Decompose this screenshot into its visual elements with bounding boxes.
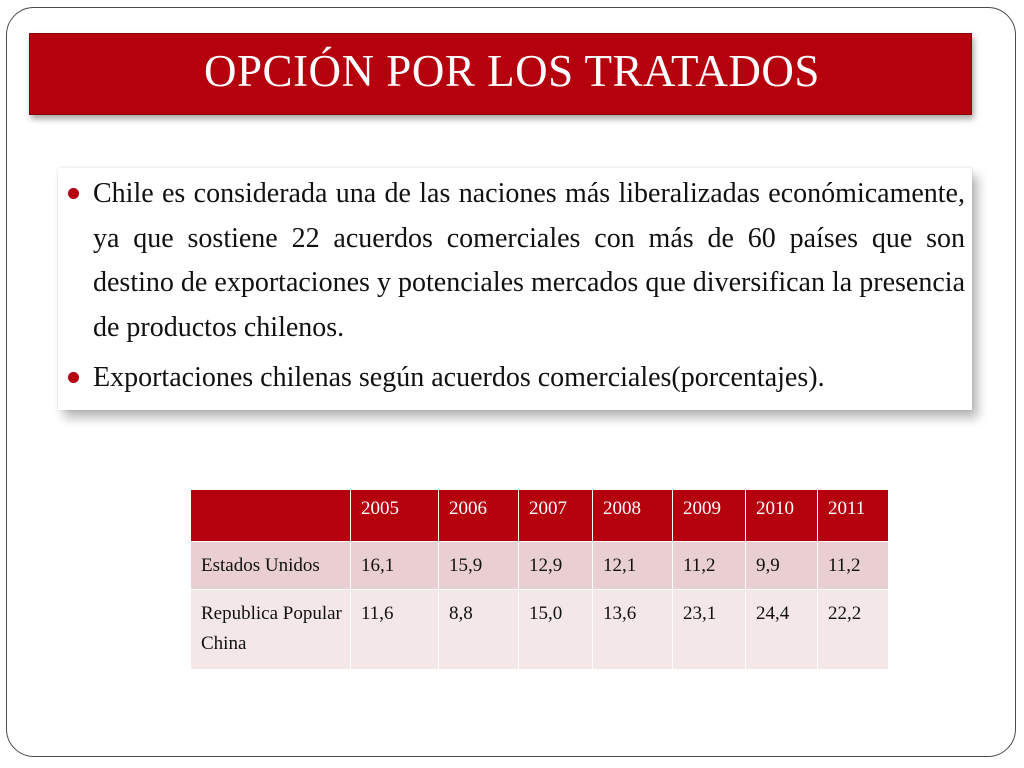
- table-row: [191, 590, 889, 670]
- table-cell: 22,2: [818, 590, 889, 670]
- table-cell: 11,2: [673, 542, 746, 590]
- table-cell: 12,9: [519, 542, 593, 590]
- table-cell: 15,0: [519, 590, 593, 670]
- bullet-list: [62, 172, 965, 401]
- table-header-row: [191, 490, 889, 542]
- table-row-label: Estados Unidos: [191, 542, 351, 590]
- table-cell: 23,1: [673, 590, 746, 670]
- table-row-label: Republica Popular China: [191, 590, 351, 670]
- bullet-dot-icon: [68, 188, 79, 199]
- table-cell: 12,1: [593, 542, 673, 590]
- table-cell: 13,6: [593, 590, 673, 670]
- slide-title: OPCIÓN POR LOS TRATADOS: [204, 46, 820, 96]
- table-cell: 11,2: [818, 542, 889, 590]
- table-header-cell: 2010: [746, 490, 818, 542]
- table-header-cell: 2005: [351, 490, 439, 542]
- table-cell: 15,9: [439, 542, 519, 590]
- bullet-dot-icon: [68, 372, 79, 383]
- table-header-cell: 2008: [593, 490, 673, 542]
- bullet-item: [62, 356, 965, 401]
- bullet-item: [62, 172, 965, 350]
- table-cell: 11,6: [351, 590, 439, 670]
- table-cell: 8,8: [439, 590, 519, 670]
- table-header-cell: 2006: [439, 490, 519, 542]
- table-header-cell: 2011: [818, 490, 889, 542]
- table-cell: 24,4: [746, 590, 818, 670]
- table-row: [191, 542, 889, 590]
- table-cell: 9,9: [746, 542, 818, 590]
- bullet-text: Chile es considerada una de las naciones más liberalizadas económicamente, ya que sostiene 22 acuerdos comerciales con más de 60 países que son destino de exportaciones y potenciales mercados que diversifican la presencia de productos chilenos.: [93, 178, 965, 343]
- table-header-cell: [191, 490, 351, 542]
- table-header-cell: 2009: [673, 490, 746, 542]
- table-cell: 16,1: [351, 542, 439, 590]
- exports-table: [190, 489, 889, 670]
- bullet-text: Exportaciones chilenas según acuerdos comerciales(porcentajes).: [93, 362, 825, 393]
- table-header-cell: 2007: [519, 490, 593, 542]
